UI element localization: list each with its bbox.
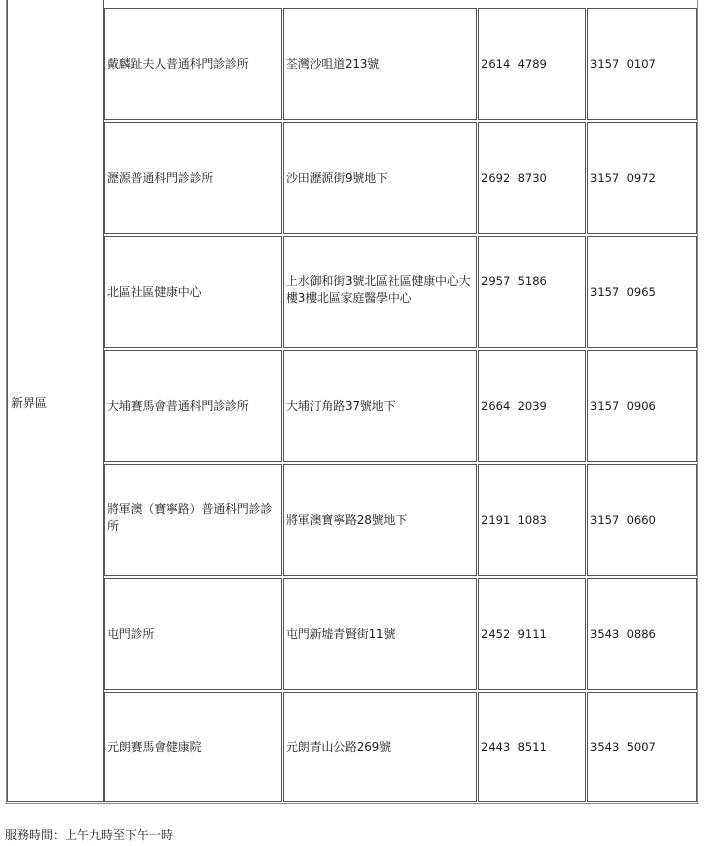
clinic-address: 沙田瀝源街9號地下	[286, 171, 388, 185]
phone-number: 2692 8730	[481, 171, 547, 185]
service-hours-note: 服務時間：上午九時至下午一時	[5, 828, 174, 842]
phone-number: 3543 5007	[590, 740, 656, 754]
phone-number: 2664 2039	[481, 399, 547, 413]
phone-number: 2614 4789	[481, 57, 547, 71]
address-cell	[283, 350, 477, 462]
clinic-address: 大埔汀角路37號地下	[286, 399, 396, 413]
phone-cell	[587, 692, 697, 802]
phone-cell	[587, 464, 697, 576]
clinic-name: 瀝源普通科門診診所	[107, 171, 214, 185]
phone-number: 3157 0906	[590, 399, 656, 413]
phone-number: 3157 0107	[590, 57, 656, 71]
clinic-address: 屯門新墟青賢街11號	[286, 627, 396, 641]
phone-number: 3543 0886	[590, 627, 656, 641]
address-cell	[283, 578, 477, 690]
phone-cell	[478, 122, 586, 234]
clinic-name: 北區社區健康中心	[107, 285, 202, 299]
phone-cell	[478, 8, 586, 120]
clinic-address: 荃灣沙咀道213號	[286, 57, 380, 71]
phone-cell	[478, 464, 586, 576]
clinic-name: 大埔賽馬會普通科門診診所	[107, 399, 249, 413]
clinic-address: 元朗青山公路269號	[286, 740, 391, 754]
clinic-name: 戴麟趾夫人普通科門診診所	[107, 57, 249, 71]
phone-number: 2191 1083	[481, 513, 547, 527]
address-cell	[283, 122, 477, 234]
address-cell	[283, 236, 477, 348]
clinic-name: 屯門診所	[107, 627, 155, 641]
clinic-name-cell	[104, 122, 282, 234]
clinic-name: 將軍澳（寶寧路）普通科門診診所	[107, 502, 273, 533]
phone-cell	[478, 236, 586, 348]
phone-cell	[587, 236, 697, 348]
clinic-name-cell	[104, 8, 282, 120]
address-cell	[283, 8, 477, 120]
phone-cell	[587, 578, 697, 690]
phone-cell	[587, 350, 697, 462]
phone-cell	[478, 350, 586, 462]
clinic-name-cell	[104, 350, 282, 462]
phone-number: 3157 0965	[590, 285, 656, 299]
phone-number: 3157 0660	[590, 513, 656, 527]
district-cell	[7, 0, 104, 802]
clinic-name: 元朗賽馬會健康院	[107, 740, 202, 754]
phone-cell	[478, 578, 586, 690]
phone-number: 3157 0972	[590, 171, 656, 185]
clinic-name-cell	[104, 236, 282, 348]
phone-cell	[478, 692, 586, 802]
phone-number: 2443 8511	[481, 740, 547, 754]
district-label: 新界區	[11, 396, 48, 410]
phone-number: 2452 9111	[481, 627, 547, 641]
clinic-address: 將軍澳寶寧路28號地下	[286, 513, 408, 527]
phone-cell	[587, 122, 697, 234]
clinic-name-cell	[104, 464, 282, 576]
address-cell	[283, 464, 477, 576]
address-cell	[283, 692, 477, 802]
clinic-name-cell	[104, 692, 282, 802]
phone-number: 2957 5186	[481, 274, 547, 288]
phone-cell	[587, 8, 697, 120]
clinic-name-cell	[104, 578, 282, 690]
clinic-address: 上水御和街3號北區社區健康中心大樓3樓北區家庭醫學中心	[286, 274, 471, 305]
